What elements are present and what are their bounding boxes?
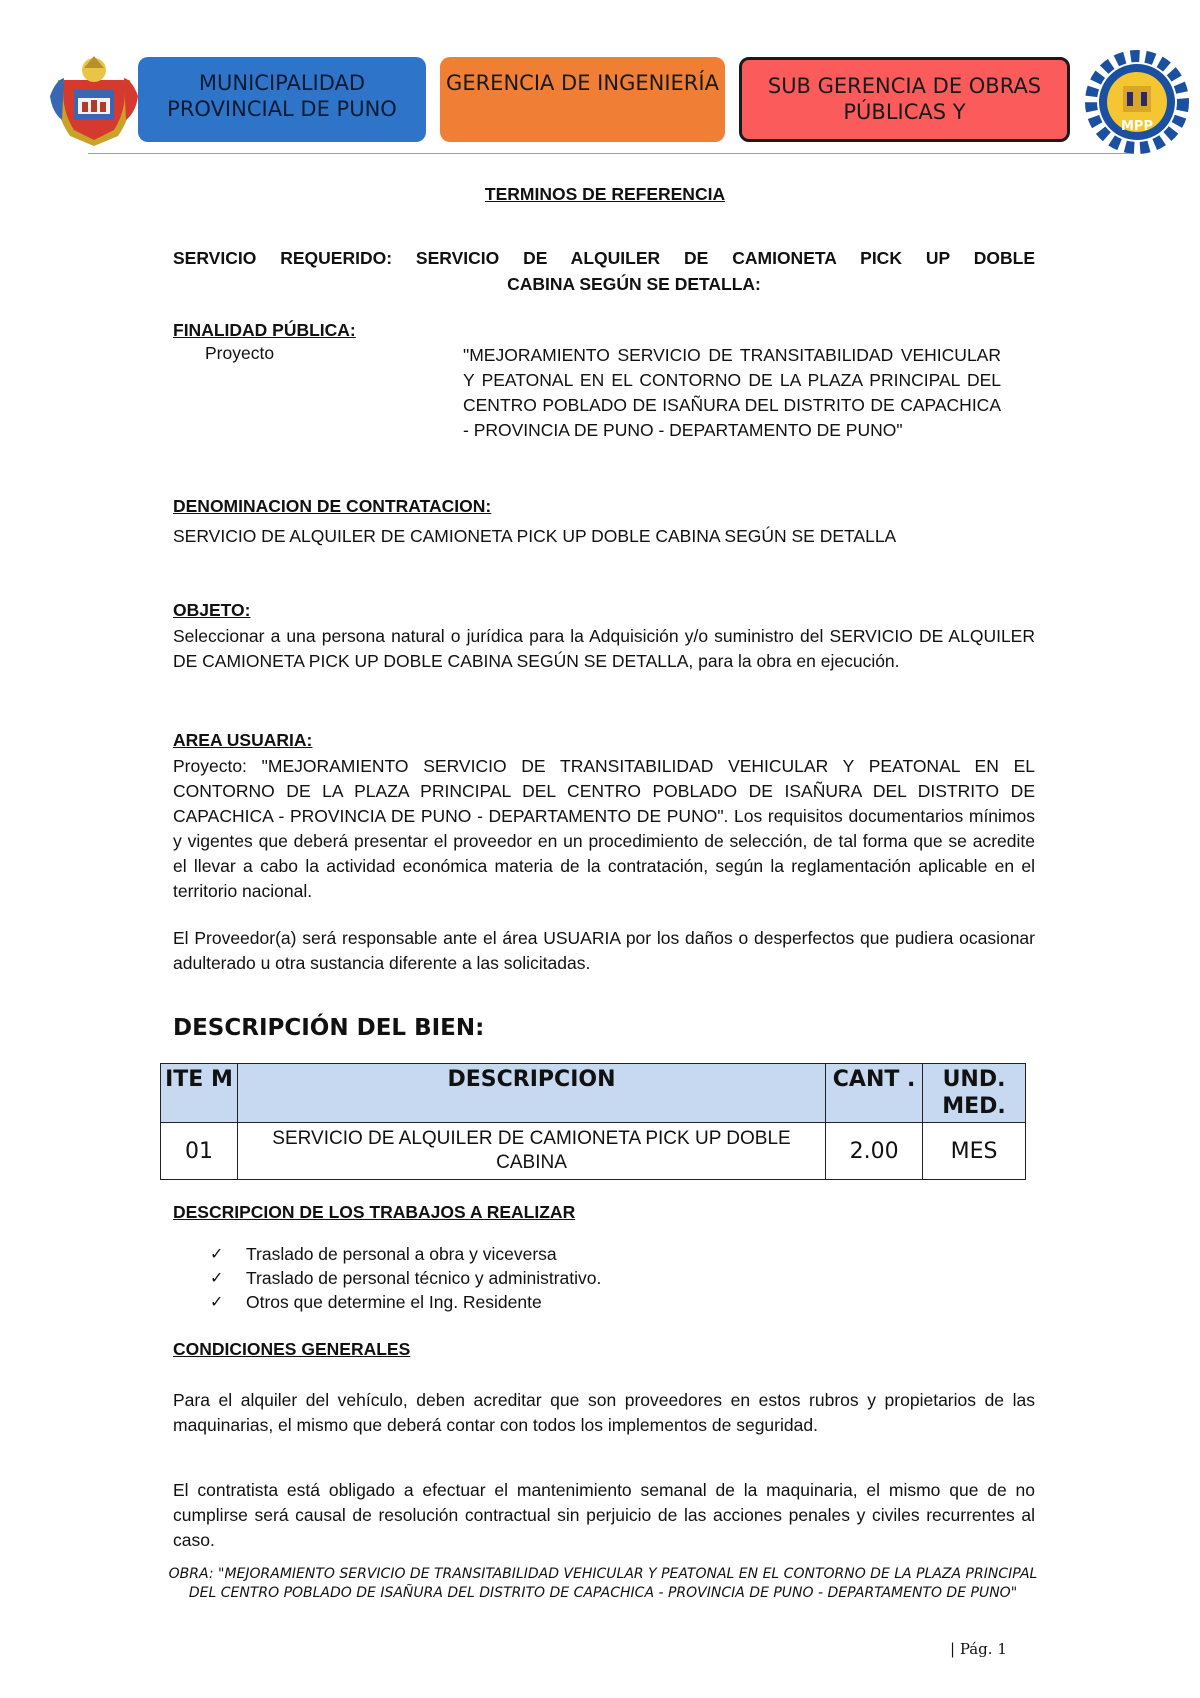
header-box-municipalidad-text: MUNICIPALIDAD PROVINCIAL DE PUNO (167, 71, 397, 121)
checkmark-icon: ✓ (210, 1268, 224, 1287)
cell-cant: 2.00 (826, 1123, 923, 1180)
cell-descripcion: SERVICIO DE ALQUILER DE CAMIONETA PICK UP DOBLE CABINA (237, 1123, 825, 1180)
page-number: | Pág. 1 (950, 1640, 1007, 1658)
th-und-med: UND. MED. (923, 1064, 1026, 1123)
header-box-subgerencia-text: SUB GERENCIA DE OBRAS PÚBLICAS Y (767, 74, 1042, 124)
mpp-logo-text: MPP (1121, 119, 1153, 134)
header-box-gerencia (440, 57, 725, 142)
checkmark-icon: ✓ (210, 1292, 224, 1311)
list-item-text: Traslado de personal técnico y administrativo. (246, 1268, 602, 1288)
th-item: ITE M (161, 1064, 238, 1123)
document-title: TERMINOS DE REFERENCIA (484, 184, 726, 204)
table-row (161, 1123, 1026, 1180)
descripcion-bien-heading: DESCRIPCIÓN DEL BIEN: (173, 1015, 485, 1041)
list-item (210, 1242, 601, 1266)
condiciones-paragraph-1: Para el alquiler del vehículo, deben acreditar que son proveedores en estos rubros y propietarios de las maquinarias, el mismo que deberá contar con todos los implementos de seguridad. (173, 1390, 1035, 1435)
condiciones-heading: CONDICIONES GENERALES (173, 1339, 411, 1359)
th-cant: CANT . (826, 1064, 923, 1123)
table-header-row (161, 1064, 1026, 1123)
list-item (210, 1266, 601, 1290)
denominacion-text: SERVICIO DE ALQUILER DE CAMIONETA PICK UP DOBLE CABINA SEGÚN SE DETALLA (173, 526, 897, 546)
header-box-subgerencia (739, 57, 1070, 142)
checkmark-icon: ✓ (210, 1244, 224, 1263)
list-item-text: Otros que determine el Ing. Residente (246, 1292, 542, 1312)
area-usuaria-text: Proyecto: "MEJORAMIENTO SERVICIO DE TRANSITABILIDAD VEHICULAR Y PEATONAL EN EL CONTORNO DE LA PLAZA PRINCIPAL DEL CENTRO POBLADO DE ISAÑURA DEL DISTRITO DE CAPACHICA - PROVINCIA DE PUNO - DEPARTAMENTO DE PUNO". Los requisitos documentarios mínimos y vigentes que deberá presentar el proveedor en un procedimiento de selección, de tal forma que se acredite el llevar a cabo la actividad económica materia de la contratación, según la reglamentación aplicable en el territorio nacional. (173, 756, 1035, 901)
header-box-gerencia-text: GERENCIA DE INGENIERÍA (446, 71, 719, 95)
objeto-text: Seleccionar a una persona natural o jurídica para la Adquisición y/o suministro del SERVICIO DE ALQUILER DE CAMIONETA PICK UP DOBLE CABINA SEGÚN SE DETALLA, para la obra en ejecución. (173, 626, 1035, 671)
cell-item: 01 (161, 1123, 238, 1180)
servicio-line-2: CABINA SEGÚN SE DETALLA: (507, 274, 761, 294)
header-divider (88, 153, 1130, 154)
condiciones-paragraph-2: El contratista está obligado a efectuar el mantenimiento semanal de la maquinaria, el mismo que de no cumplirse será causal de resolución contractual sin perjuicio de las acciones penales y civiles recurrentes al caso. (173, 1480, 1035, 1550)
trabajos-list (210, 1242, 601, 1314)
finalidad-value: "MEJORAMIENTO SERVICIO DE TRANSITABILIDAD VEHICULAR Y PEATONAL EN EL CONTORNO DE LA PLAZA PRINCIPAL DEL CENTRO POBLADO DE ISAÑURA DEL DISTRITO DE CAPACHICA - PROVINCIA DE PUNO - DEPARTAMENTO DE PUNO" (463, 345, 1001, 440)
puno-coat-of-arms-icon (50, 50, 138, 150)
area-usuaria-text-2: El Proveedor(a) será responsable ante el área USUARIA por los daños o desperfectos que pudiera ocasionar adulterado u otra sustancia diferente a las solicitadas. (173, 928, 1035, 973)
finalidad-label: Proyecto (205, 343, 275, 363)
footer-obra-note: OBRA: "MEJORAMIENTO SERVICIO DE TRANSITABILIDAD VEHICULAR Y PEATONAL EN EL CONTORNO DE LA PLAZA PRINCIPAL DEL CENTRO POBLADO DE ISAÑURA DEL DISTRITO DE CAPACHICA - PROVINCIA DE PUNO - DEPARTAMENTO DE PUNO" (168, 1566, 1038, 1601)
finalidad-heading: FINALIDAD PÚBLICA: (173, 320, 356, 340)
servicio-line-1: SERVICIO REQUERIDO: SERVICIO DE ALQUILER DE CAMIONETA PICK UP DOBLE (173, 248, 1035, 268)
list-item (210, 1290, 601, 1314)
trabajos-heading: DESCRIPCION DE LOS TRABAJOS A REALIZAR (173, 1202, 576, 1222)
objeto-heading: OBJETO: (173, 600, 251, 620)
header-box-municipalidad (138, 57, 426, 142)
items-table (160, 1063, 1026, 1180)
mpp-gear-logo-icon (1085, 50, 1190, 155)
th-descripcion: DESCRIPCION (237, 1064, 825, 1123)
list-item-text: Traslado de personal a obra y viceversa (246, 1244, 557, 1264)
servicio-requerido (173, 245, 1035, 297)
denominacion-heading: DENOMINACION DE CONTRATACION: (173, 496, 492, 516)
cell-und: MES (923, 1123, 1026, 1180)
area-usuaria-heading: AREA USUARIA: (173, 730, 313, 750)
